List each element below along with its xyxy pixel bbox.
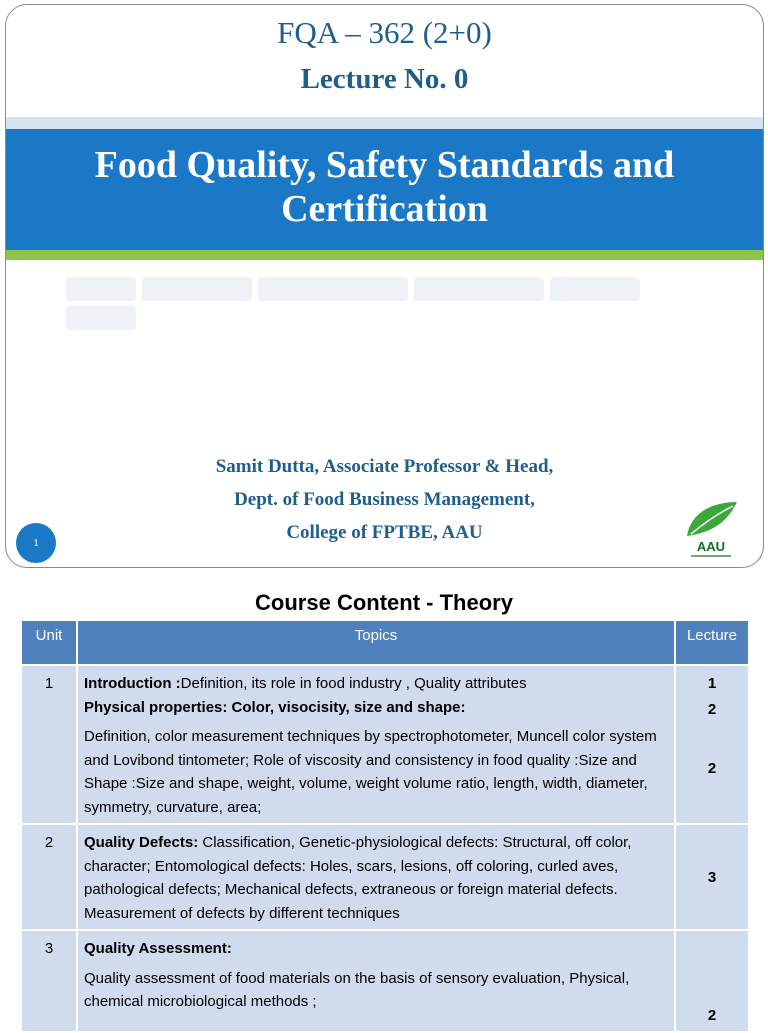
- top-stripe: [6, 117, 763, 129]
- unit-cell: 1: [21, 665, 77, 824]
- topic-text: Quality assessment of food materials on the basis of sensory evaluation, Physical, chemical microbiological methods ;: [84, 969, 630, 1010]
- lecture-count: 2: [707, 760, 717, 777]
- unit-cell: 3: [21, 930, 77, 1032]
- author-department: Dept. of Food Business Management,: [234, 489, 535, 510]
- topics-header: Topics: [77, 620, 675, 665]
- lecture-count: 1: [707, 675, 717, 692]
- topic-heading: Quality Defects:: [84, 834, 199, 851]
- topics-cell: [77, 824, 675, 930]
- faded-subtitle: [66, 277, 716, 309]
- lecture-count: 2: [707, 700, 717, 718]
- logo-text: AAU: [696, 539, 726, 554]
- lecture-header: Lecture: [675, 620, 749, 665]
- page-number-badge: 1: [16, 523, 56, 563]
- author-name: Samit Dutta, Associate Professor & Head,: [215, 456, 554, 477]
- university-logo: [681, 498, 741, 560]
- table-row: [21, 824, 749, 930]
- title-slide: [5, 4, 764, 568]
- lecture-cell: [675, 665, 749, 824]
- topic-heading: Introduction :: [84, 675, 181, 692]
- unit-header: Unit: [21, 620, 77, 665]
- topic-heading: Physical properties: Color, visocisity, size and shape:: [84, 698, 466, 716]
- course-code: FQA – 362 (2+0): [277, 15, 492, 50]
- topic-text: Definition, color measurement techniques by spectrophotometer, Muncell color system and Lovibond tintometer; Role of viscosity and consistency in food quality :Size and Shape :Size and shape, weight, volume, weight volume ratio, length, width, diameter, symmetry, curvature, area;: [84, 728, 657, 816]
- lecture-number: Lecture No. 0: [300, 63, 469, 95]
- slide-title: Food Quality, Safety Standards and Certification: [94, 144, 675, 230]
- author-college: College of FPTBE, AAU: [286, 522, 483, 543]
- lecture-cell: 2: [675, 930, 749, 1032]
- topic-heading: Quality Assessment:: [84, 940, 232, 957]
- lecture-cell: 3: [675, 824, 749, 930]
- course-content-table: [20, 619, 750, 1033]
- table-header-row: [21, 620, 749, 665]
- topics-cell: [77, 930, 675, 1032]
- accent-bar: [6, 250, 763, 260]
- table-row: [21, 665, 749, 824]
- topic-text: Classification, Genetic-physiological defects: Structural, off color, character; Entomological defects: Holes, scars, lesions, off coloring, curled aves, pathological defects; Mechanical defects, extraneous or foreign material defects. Measurement of defects by different techniques: [84, 834, 632, 922]
- content-slide-title: Course Content - Theory: [255, 590, 513, 615]
- topic-text: Definition, its role in food industry , Quality attributes: [180, 675, 527, 692]
- title-band: [6, 129, 763, 250]
- table-row: [21, 930, 749, 1032]
- author-block: [6, 450, 763, 549]
- topics-cell: [77, 665, 675, 824]
- unit-cell: 2: [21, 824, 77, 930]
